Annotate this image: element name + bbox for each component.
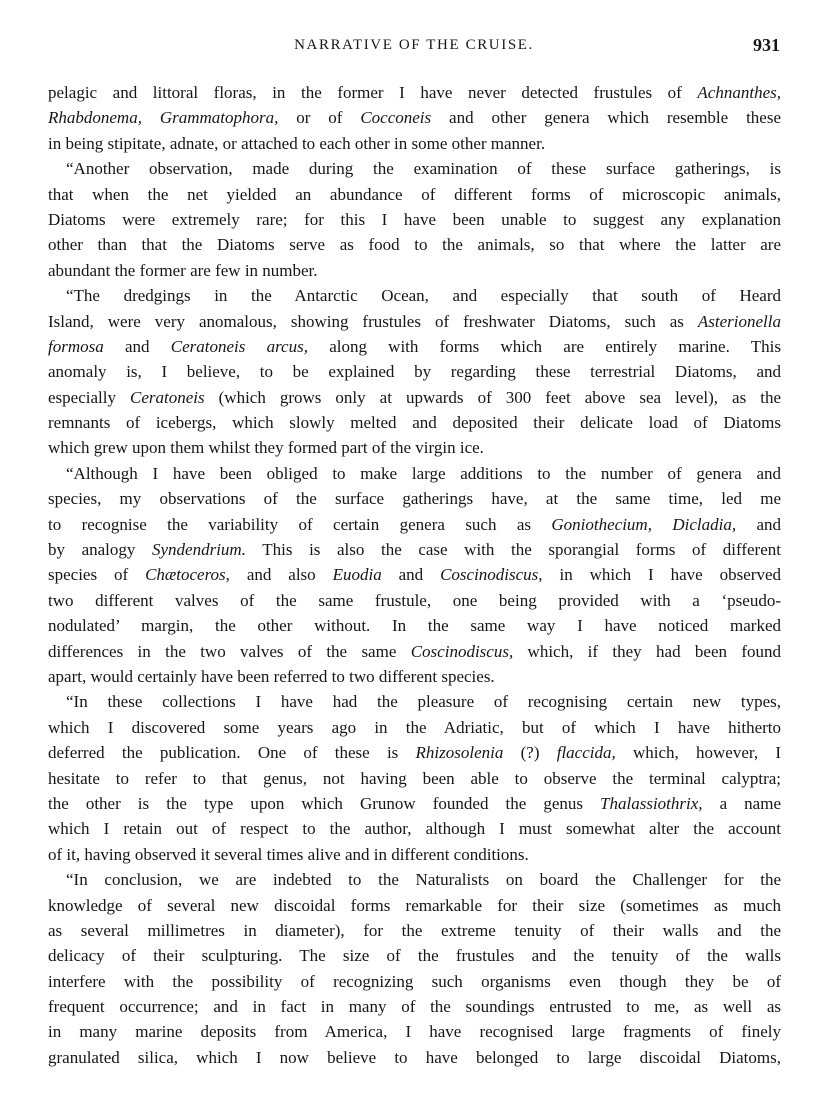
italic-term: Ceratoneis arcus, [170, 336, 308, 356]
text-line [48, 435, 781, 460]
text-run: and [381, 565, 441, 585]
text-run: species, my observations of the surface gatherings have, at the same time, led me [48, 489, 781, 509]
text-line [48, 359, 781, 384]
text-run: knowledge of several new discoidal forms remarkable for their size (sometimes as much [48, 895, 781, 915]
text-run: abundant the former are few in number. [48, 260, 318, 280]
italic-term: Euodia [332, 565, 382, 585]
text-run: Diatoms were extremely rare; for this I have been unable to suggest any explanation [48, 209, 781, 229]
text-run: of it, having observed it several times alive and in different conditions. [48, 844, 529, 864]
text-run: (?) [503, 743, 557, 763]
italic-term: Chætoceros, [145, 565, 230, 585]
text-line [48, 588, 781, 613]
text-line [48, 486, 781, 511]
text-run: remnants of icebergs, which slowly melted and deposited their delicate load of Diatoms [48, 413, 781, 433]
text-run: anomaly is, I believe, to be explained by regarding these terrestrial Diatoms, and [48, 362, 781, 382]
text-run: species of [48, 565, 146, 585]
text-line [48, 385, 781, 410]
text-line [48, 562, 781, 587]
text-line [48, 207, 781, 232]
text-line [48, 537, 781, 562]
text-line [48, 918, 781, 943]
text-run: which I discovered some years ago in the Adriatic, but of which I have hitherto [48, 717, 781, 737]
text-line [48, 664, 781, 689]
text-line [48, 309, 781, 334]
text-line [48, 689, 781, 714]
paragraph [48, 461, 781, 690]
text-line [48, 1045, 781, 1070]
text-line [48, 131, 781, 156]
text-line [48, 232, 781, 257]
text-run: deferred the publication. One of these is [48, 743, 416, 763]
text-line [48, 816, 781, 841]
italic-term: Thalassiothrix, [600, 793, 703, 813]
running-title: NARRATIVE OF THE CRUISE. [294, 37, 534, 53]
text-line [48, 791, 781, 816]
text-run: “Although I have been obliged to make large additions to the number of genera and [66, 463, 781, 483]
text-line [48, 994, 781, 1019]
text-line [48, 461, 781, 486]
italic-term: flaccida, [556, 743, 616, 763]
text-line [48, 283, 781, 308]
text-run: by analogy [48, 540, 152, 560]
text-run: “Another observation, made during the examination of these surface gatherings, is [66, 159, 781, 179]
text-run: hesitate to refer to that genus, not having been able to observe the terminal calyptra; [48, 768, 781, 788]
text-line [48, 410, 781, 435]
text-run: frequent occurrence; and in fact in many of the soundings entrusted to me, as well as [48, 997, 781, 1017]
text-line [48, 842, 781, 867]
text-run: other than that the Diatoms serve as food to the animals, so that where the latter are [48, 235, 781, 255]
text-line [48, 258, 781, 283]
text-run: a name [702, 793, 781, 813]
italic-term: Rhizosolenia [415, 743, 504, 763]
text-run: especially [48, 387, 130, 407]
text-line [48, 156, 781, 181]
text-run: that when the net yielded an abundance of different forms of microscopic animals, [48, 184, 781, 204]
text-run: or of [278, 108, 361, 128]
italic-term: Cocconeis [360, 108, 432, 128]
text-line [48, 893, 781, 918]
text-line [48, 715, 781, 740]
text-line [48, 105, 781, 130]
page-number: 931 [753, 35, 780, 55]
text-run: the other is the type upon which Grunow founded the genus [48, 793, 601, 813]
text-run: which grew upon them whilst they formed part of the virgin ice. [48, 438, 484, 458]
text-line [48, 613, 781, 638]
text-run: granulated silica, which I now believe to have belonged to large discoidal Diatoms, [48, 1047, 781, 1067]
text-run: and other genera which resemble these [431, 108, 781, 128]
italic-term: Syndendrium. [152, 540, 246, 560]
text-run: (which grows only at upwards of 300 feet above sea level), as the [204, 387, 781, 407]
text-run: interfere with the possibility of recognizing such organisms even though they be of [48, 971, 781, 991]
paragraph [48, 156, 781, 283]
text-line [48, 80, 781, 105]
text-run: which, if they had been found [513, 641, 781, 661]
text-run: apart, would certainly have been referred to two different species. [48, 666, 495, 686]
italic-term: Coscinodiscus, [410, 641, 514, 661]
italic-term: Ceratoneis [130, 387, 205, 407]
italic-term: Coscinodiscus, [440, 565, 543, 585]
paragraph [48, 283, 781, 461]
text-line [48, 740, 781, 765]
text-run: This is also the case with the sporangial forms of different [245, 540, 781, 560]
text-run: pelagic and littoral floras, in the former I have never detected frustules of [48, 83, 698, 102]
text-run: in which I have observed [542, 565, 781, 585]
text-line [48, 943, 781, 968]
text-line [48, 334, 781, 359]
text-run: as several millimetres in diameter), for the extreme tenuity of their walls and the [48, 920, 781, 940]
paragraph [48, 80, 781, 156]
text-run: in many marine deposits from America, I have recognised large fragments of finely [48, 1022, 781, 1042]
text-line [48, 1019, 781, 1044]
text-run: “In these collections I have had the pleasure of recognising certain new types, [66, 692, 781, 712]
text-run: two different valves of the same frustule, one being provided with a ‘pseudo- [48, 590, 781, 610]
text-run: nodulated’ margin, the other without. In the same way I have noticed marked [48, 616, 781, 636]
text-run: and also [229, 565, 333, 585]
body-text [48, 80, 781, 1070]
text-run: “The dredgings in the Antarctic Ocean, and especially that south of Heard [66, 286, 781, 306]
text-run: in being stipitate, adnate, or attached to each other in some other manner. [48, 133, 546, 153]
italic-term: Achnanthes, [697, 83, 781, 102]
text-run: differences in the two valves of the same [48, 641, 411, 661]
paragraph [48, 689, 781, 867]
text-run: “In conclusion, we are indebted to the Naturalists on board the Challenger for the [66, 870, 781, 890]
text-run: and [103, 336, 171, 356]
text-run: Island, were very anomalous, showing frustules of freshwater Diatoms, such as [48, 311, 698, 331]
text-line [48, 182, 781, 207]
text-run: and [736, 514, 781, 534]
italic-term: formosa [48, 336, 104, 356]
text-run: delicacy of their sculpturing. The size of the frustules and the tenuity of the walls [48, 946, 781, 966]
italic-term: Goniothecium, Dicladia, [551, 514, 737, 534]
text-line [48, 639, 781, 664]
text-run: which I retain out of respect to the author, although I must somewhat alter the account [48, 819, 781, 839]
italic-term: Rhabdonema, Grammatophora, [48, 108, 279, 128]
paragraph [48, 867, 781, 1070]
running-head [48, 33, 780, 57]
text-run: which, however, I [615, 743, 781, 763]
text-line [48, 766, 781, 791]
text-line [48, 867, 781, 892]
italic-term: Asterionella [697, 311, 781, 331]
text-line [48, 512, 781, 537]
text-line [48, 969, 781, 994]
text-run: along with forms which are entirely marine. This [307, 336, 781, 356]
text-run: to recognise the variability of certain genera such as [48, 514, 552, 534]
